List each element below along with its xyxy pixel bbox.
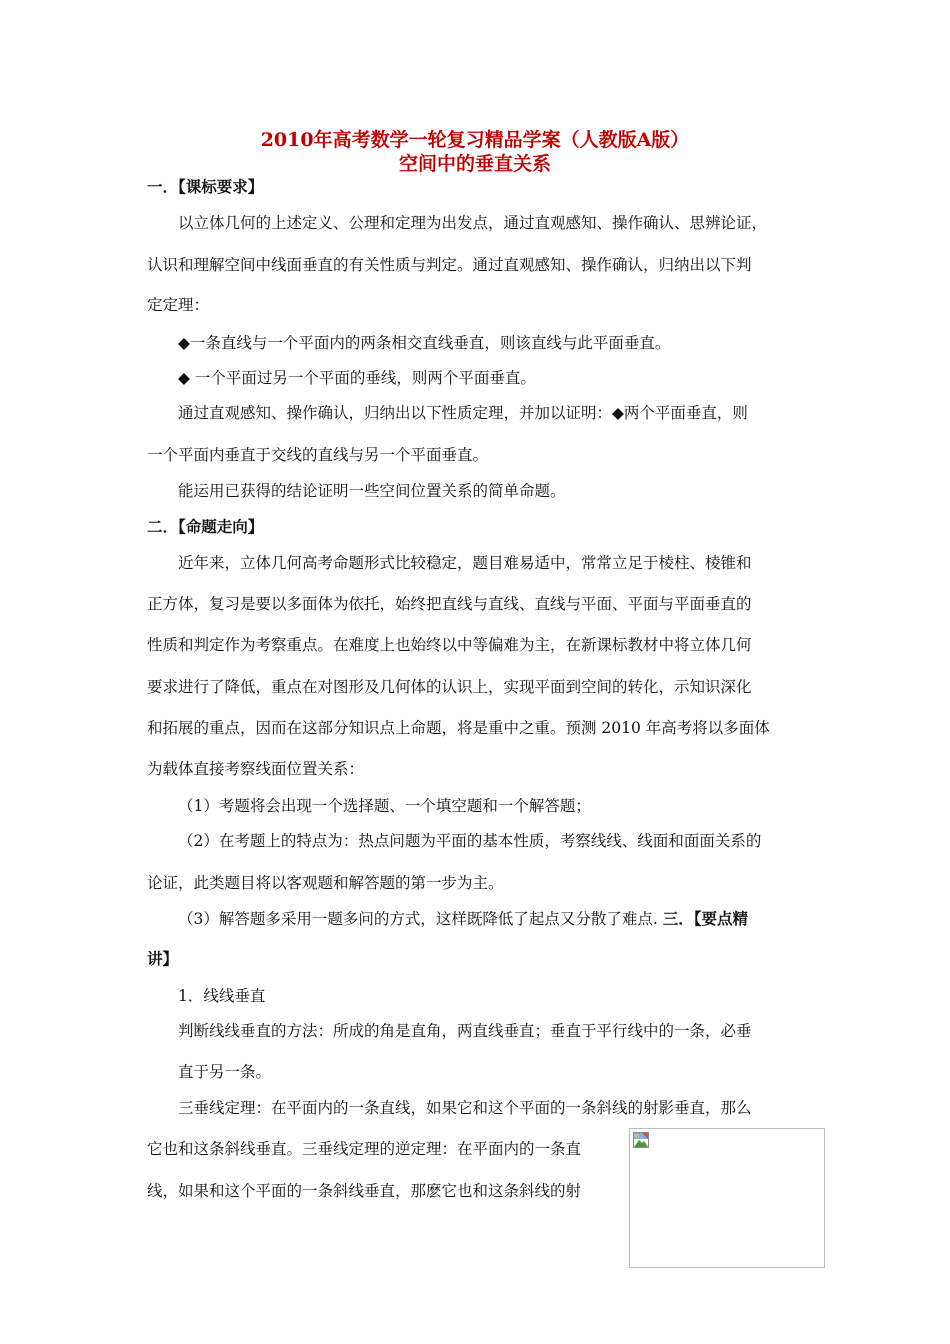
section-heading-key-points: 三．【要点精: [662, 909, 748, 928]
paragraph-line: 定定理：: [147, 296, 210, 314]
paragraph-line: 性质和判定作为考察重点。在难度上也始终以中等偏难为主，在新课标教材中将立体几何: [147, 636, 752, 654]
paragraph-line: 判断线线垂直的方法：所成的角是直角，两直线垂直；垂直于平行线中的一条，必垂: [178, 1022, 752, 1040]
paragraph-line: 能运用已获得的结论证明一些空间位置关系的简单命题。: [178, 482, 566, 500]
section-heading-key-points-cont: 讲】: [147, 949, 179, 968]
paragraph-line: 论证，此类题目将以客观题和解答题的第一步为主。: [147, 874, 504, 892]
paragraph-line: 通过直观感知、操作确认，归纳出以下性质定理，并加以证明：◆两个平面垂直，则: [178, 404, 748, 422]
paragraph-line: 一个平面内垂直于交线的直线与另一个平面垂直。: [147, 446, 489, 464]
figure-image: [629, 1128, 825, 1268]
paragraph-line: 正方体，复习是要以多面体为依托，始终把直线与直线、直线与平面、平面与平面垂直的: [147, 595, 752, 613]
paragraph-line: 认识和理解空间中线面垂直的有关性质与判定。通过直观感知、操作确认，归纳出以下判: [147, 256, 752, 274]
subheading: 1．线线垂直: [178, 987, 266, 1005]
paragraph-line: 以立体几何的上述定义、公理和定理为出发点，通过直观感知、操作确认、思辨论证，: [178, 214, 768, 232]
document-subtitle: 空间中的垂直关系: [398, 153, 551, 175]
numbered-item: （1）考题将会出现一个选择题、一个填空题和一个解答题；: [178, 797, 591, 815]
paragraph-line: 要求进行了降低，重点在对图形及几何体的认识上，实现平面到空间的转化，示知识深化: [147, 678, 752, 696]
numbered-item: （2）在考题上的特点为：热点问题为平面的基本性质，考察线线、线面和面面关系的: [178, 832, 762, 850]
paragraph-line: 和拓展的重点，因而在这部分知识点上命题，将是重中之重。预测 2010 年高考将以多面体: [147, 719, 770, 737]
paragraph-line: 线，如果和这个平面的一条斜线垂直，那麽它也和这条斜线的射: [147, 1182, 582, 1200]
paragraph-line: 近年来，立体几何高考命题形式比较稳定，题目难易适中，常常立足于棱柱、棱锥和: [178, 554, 752, 572]
paragraph-line: 它也和这条斜线垂直。三垂线定理的逆定理：在平面内的一条直: [147, 1140, 582, 1158]
paragraph-line: 为载体直接考察线面位置关系：: [147, 760, 365, 778]
document-title: 2010年高考数学一轮复习精品学案（人教版A版）: [260, 129, 690, 151]
paragraph-line: 三垂线定理：在平面内的一条直线，如果它和这个平面的一条斜线的射影垂直，那么: [178, 1099, 752, 1117]
section-heading-trends: 二．【命题走向】: [147, 517, 264, 536]
section-heading-curriculum: 一．【课标要求】: [147, 177, 264, 196]
paragraph-line: 直于另一条。: [178, 1063, 272, 1081]
item-text: （3）解答题多采用一题多问的方式，这样既降低了起点又分散了难点.: [178, 910, 658, 928]
bullet-item: ◆ 一个平面过另一个平面的垂线，则两个平面垂直。: [178, 369, 536, 387]
bullet-item: ◆一条直线与一个平面内的两条相交直线垂直，则该直线与此平面垂直。: [178, 334, 671, 352]
broken-image-icon: [633, 1132, 649, 1148]
numbered-item: [178, 908, 748, 930]
